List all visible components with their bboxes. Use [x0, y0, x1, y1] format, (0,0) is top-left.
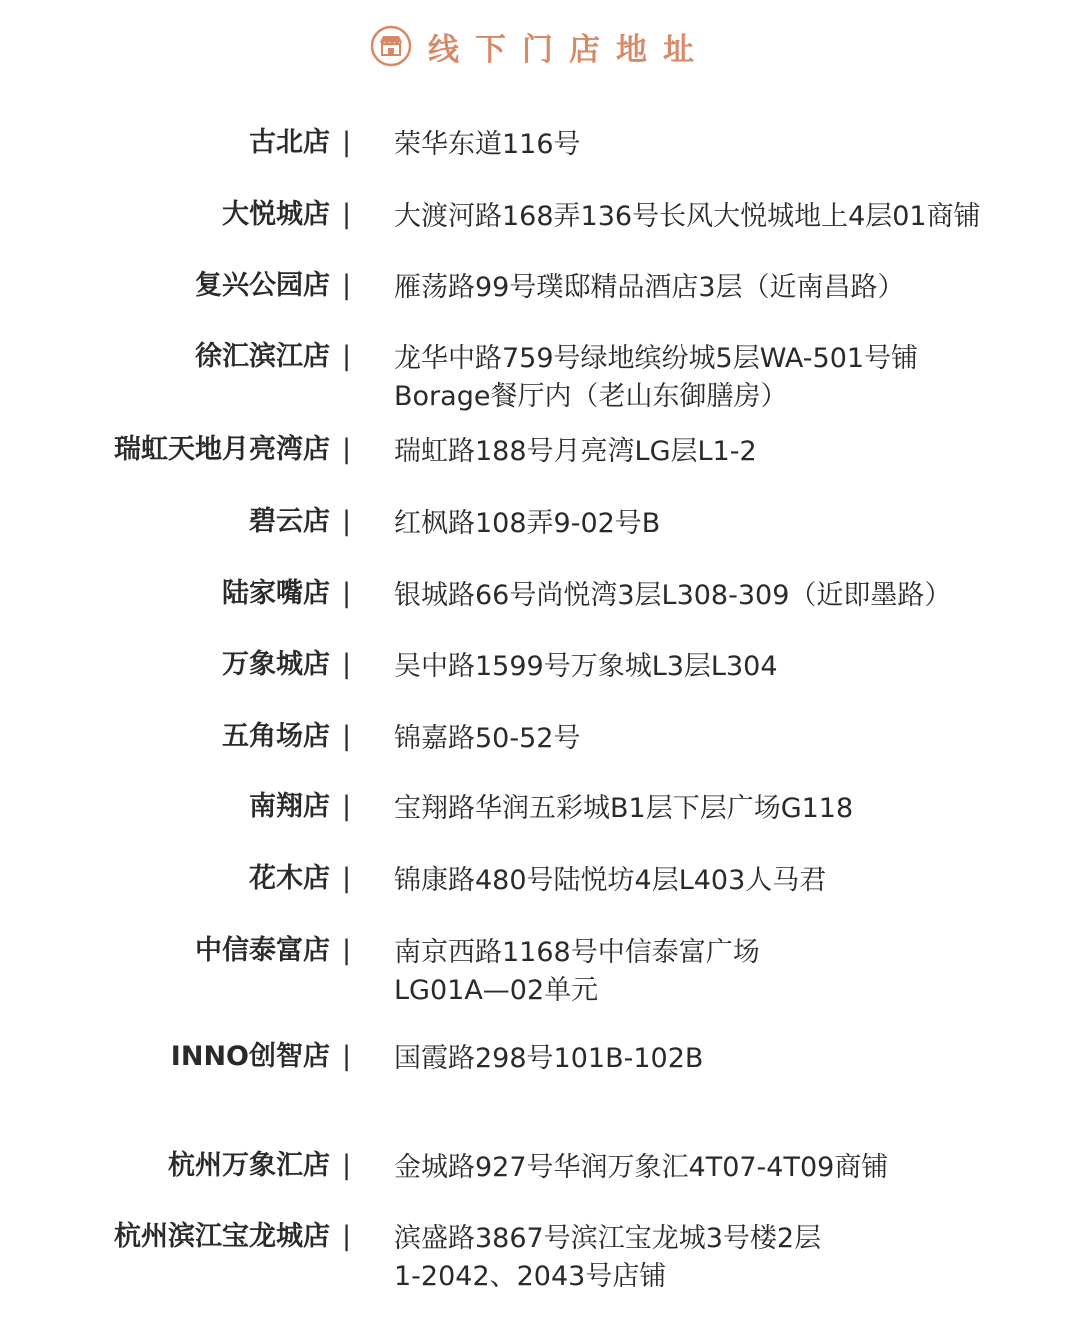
separator: | [342, 863, 352, 894]
store-row [0, 720, 1080, 792]
shop-icon [370, 25, 412, 67]
store-name: INNO创智店 [170, 1041, 330, 1072]
store-name: 陆家嘴店 [222, 578, 330, 609]
address-line: 宝翔路华润五彩城B1层下层广场G118 [394, 793, 854, 824]
separator: | [342, 127, 352, 158]
store-row [0, 340, 1080, 412]
store-row [0, 934, 1080, 1006]
store-name: 万象城店 [222, 649, 330, 680]
store-name: 花木店 [249, 863, 330, 894]
separator: | [342, 1150, 352, 1181]
address-line: 1-2042、2043号店铺 [394, 1261, 667, 1292]
store-name: 中信泰富店 [195, 935, 330, 966]
separator: | [342, 1221, 352, 1252]
store-row [0, 577, 1080, 649]
separator: | [342, 270, 352, 301]
store-row [0, 1040, 1080, 1112]
store-address [394, 577, 1064, 615]
address-line: LG01A—02单元 [394, 975, 599, 1006]
store-row [0, 269, 1080, 341]
store-address [394, 790, 1064, 828]
address-line: 红枫路108弄9-02号B [394, 508, 661, 539]
address-line: 金城路927号华润万象汇4T07-4T09商铺 [394, 1152, 889, 1183]
address-line: 大渡河路168弄136号长风大悦城地上4层01商铺 [394, 201, 981, 232]
separator: | [342, 649, 352, 680]
store-name: 古北店 [249, 127, 330, 158]
store-row [0, 862, 1080, 934]
separator: | [342, 434, 352, 465]
separator: | [342, 341, 352, 372]
page-title: 线下门店地址 [428, 31, 710, 68]
address-line: 雁荡路99号璞邸精品酒店3层（近南昌路） [394, 272, 905, 303]
separator: | [342, 791, 352, 822]
store-row [0, 790, 1080, 862]
address-line: 锦嘉路50-52号 [394, 723, 581, 754]
store-row [0, 433, 1080, 505]
address-line: 吴中路1599号万象城L3层L304 [394, 651, 778, 682]
store-row [0, 198, 1080, 270]
store-address [394, 862, 1064, 900]
store-row [0, 505, 1080, 577]
address-line: 瑞虹路188号月亮湾LG层L1-2 [394, 436, 757, 467]
store-address [394, 433, 1064, 471]
store-address [394, 1040, 1064, 1078]
store-address [394, 934, 1064, 1010]
address-line: 滨盛路3867号滨江宝龙城3号楼2层 [394, 1223, 822, 1254]
store-row [0, 1220, 1080, 1292]
store-name: 碧云店 [249, 506, 330, 537]
store-address [394, 126, 1064, 164]
store-address [394, 720, 1064, 758]
address-line: 银城路66号尚悦湾3层L308-309（近即墨路） [394, 580, 952, 611]
address-line: 南京西路1168号中信泰富广场 [394, 937, 760, 968]
separator: | [342, 578, 352, 609]
store-name: 杭州万象汇店 [168, 1150, 330, 1181]
store-name: 杭州滨江宝龙城店 [114, 1221, 330, 1252]
page-header [0, 22, 1080, 70]
store-address [394, 505, 1064, 543]
store-name: 南翔店 [249, 791, 330, 822]
store-row [0, 126, 1080, 198]
address-line: 龙华中路759号绿地缤纷城5层WA-501号铺 [394, 343, 919, 374]
store-row [0, 1149, 1080, 1221]
store-address [394, 648, 1064, 686]
separator: | [342, 721, 352, 752]
separator: | [342, 1041, 352, 1072]
store-name: 复兴公园店 [195, 270, 330, 301]
address-line: Borage餐厅内（老山东御膳房） [394, 381, 788, 412]
separator: | [342, 199, 352, 230]
store-name: 徐汇滨江店 [195, 341, 330, 372]
store-address [394, 1220, 1064, 1296]
store-name: 瑞虹天地月亮湾店 [114, 434, 330, 465]
separator: | [342, 506, 352, 537]
store-address [394, 198, 1064, 236]
store-name: 五角场店 [222, 721, 330, 752]
separator: | [342, 935, 352, 966]
address-line: 锦康路480号陆悦坊4层L403人马君 [394, 865, 827, 896]
store-row [0, 648, 1080, 720]
address-line: 国霞路298号101B-102B [394, 1043, 704, 1074]
store-address [394, 269, 1064, 307]
store-name: 大悦城店 [222, 199, 330, 230]
store-address [394, 340, 1064, 416]
address-line: 荣华东道116号 [394, 129, 581, 160]
store-address [394, 1149, 1064, 1187]
